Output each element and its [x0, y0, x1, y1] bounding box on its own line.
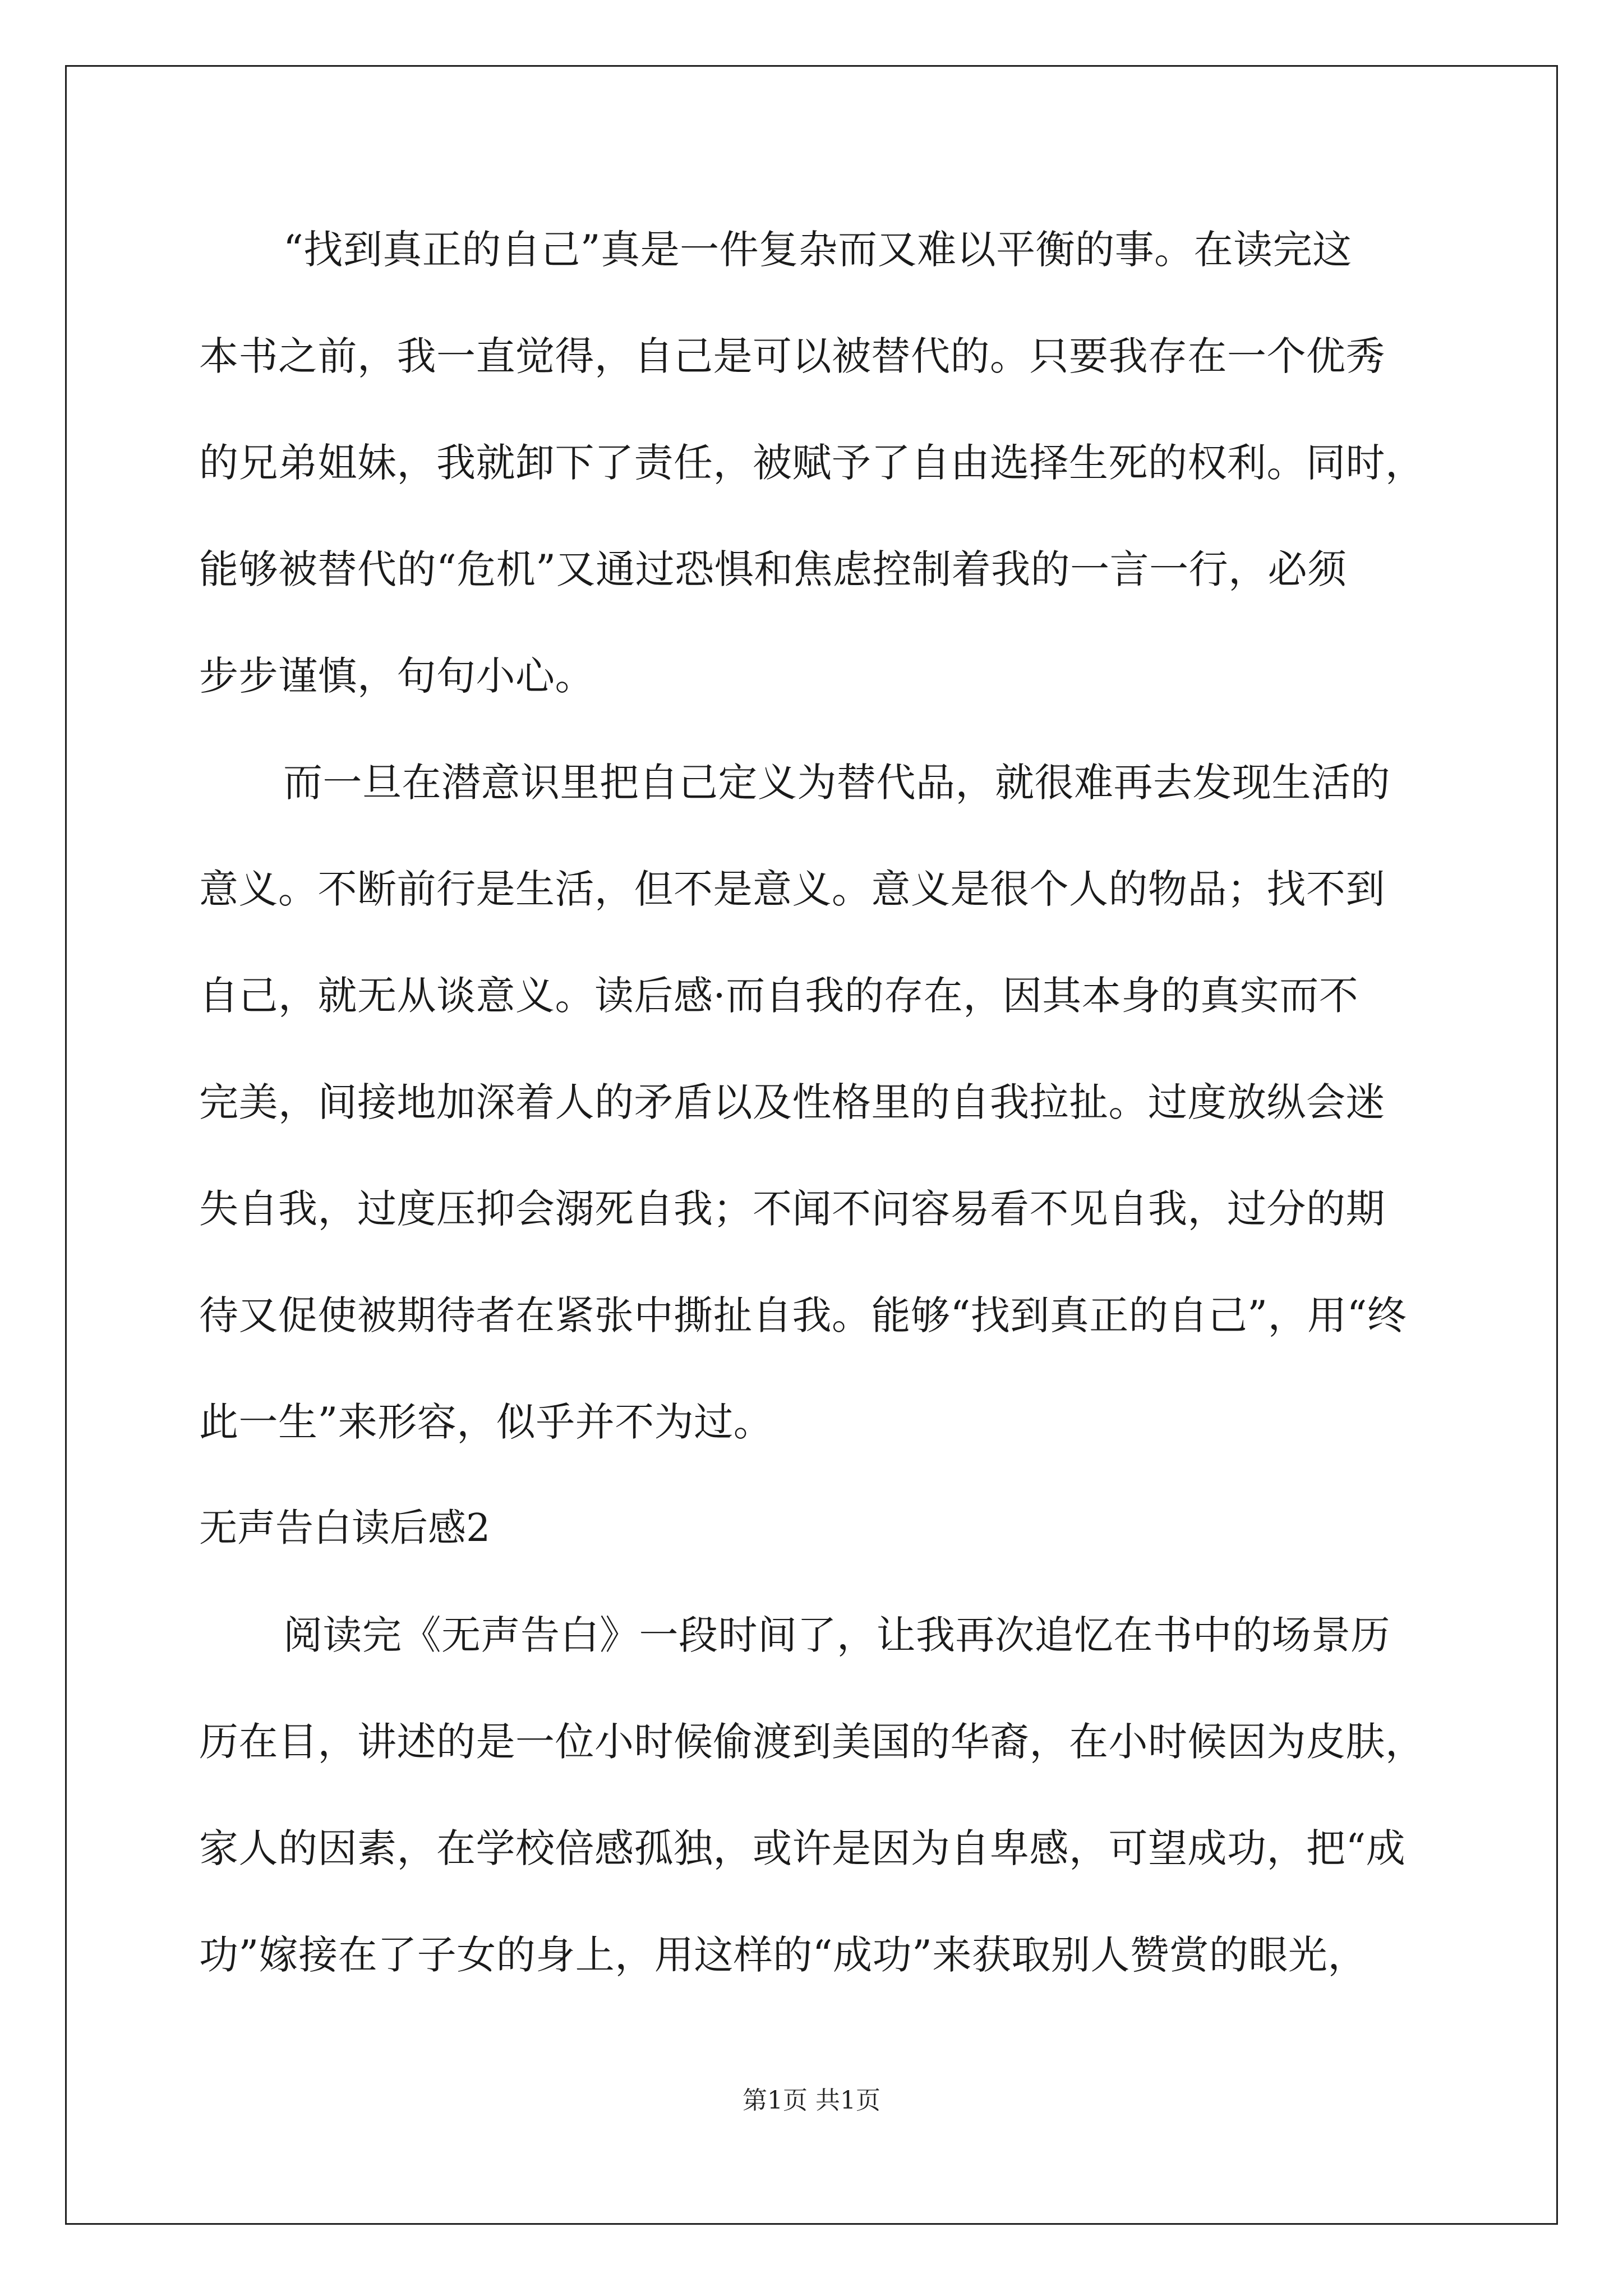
text-line: 阅读完《无声告白》一段时间了，让我再次追忆在书中的场景历: [283, 1612, 1390, 1658]
text-line: 失自我，过度压抑会溺死自我；不闻不问容易看不见自我，过分的期: [199, 1186, 1385, 1232]
text-line: 完美，间接地加深着人的矛盾以及性格里的自我拉扯。过度放纵会迷: [199, 1079, 1385, 1125]
text-line: 步步谨慎，句句小心。: [199, 653, 594, 699]
text-line: 能够被替代的“危机”又通过恐惧和焦虑控制着我的一言一行，必须: [199, 546, 1347, 592]
text-line: “找到真正的自己”真是一件复杂而又难以平衡的事。在读完这: [283, 227, 1352, 273]
paragraph-2: [199, 749, 1433, 1495]
page-footer: 第1页 共1页: [743, 2086, 880, 2115]
paragraph-3: [199, 1602, 1433, 2028]
text-line: 功”嫁接在了子女的身上，用这样的“成功”来获取别人赞赏的眼光，: [199, 1932, 1367, 1978]
text-line: 自己，就无从谈意义。读后感·而自我的存在，因其本身的真实而不: [199, 973, 1359, 1019]
document-body: [199, 216, 1433, 2028]
text-line: 意义。不断前行是生活，但不是意义。意义是很个人的物品；找不到: [199, 866, 1385, 912]
paragraph-1: [199, 216, 1433, 749]
text-line: 本书之前，我一直觉得，自己是可以被替代的。只要我存在一个优秀: [199, 333, 1385, 379]
text-line: 家人的因素，在学校倍感孤独，或许是因为自卑感，可望成功，把“成: [199, 1825, 1406, 1871]
text-line: 此一生”来形容，似乎并不为过。: [199, 1399, 773, 1445]
text-line: 的兄弟姐妹，我就卸下了责任，被赋予了自由选择生死的权利。同时，: [199, 440, 1425, 486]
text-line: 待又促使被期待者在紧张中撕扯自我。能够“找到真正的自己”，用“终: [199, 1292, 1407, 1338]
section-heading: 无声告白读后感2: [199, 1506, 491, 1550]
text-line: 历在目，讲述的是一位小时候偷渡到美国的华裔，在小时候因为皮肤，: [199, 1719, 1425, 1765]
text-line: 而一旦在潜意识里把自己定义为替代品，就很难再去发现生活的: [283, 760, 1390, 806]
